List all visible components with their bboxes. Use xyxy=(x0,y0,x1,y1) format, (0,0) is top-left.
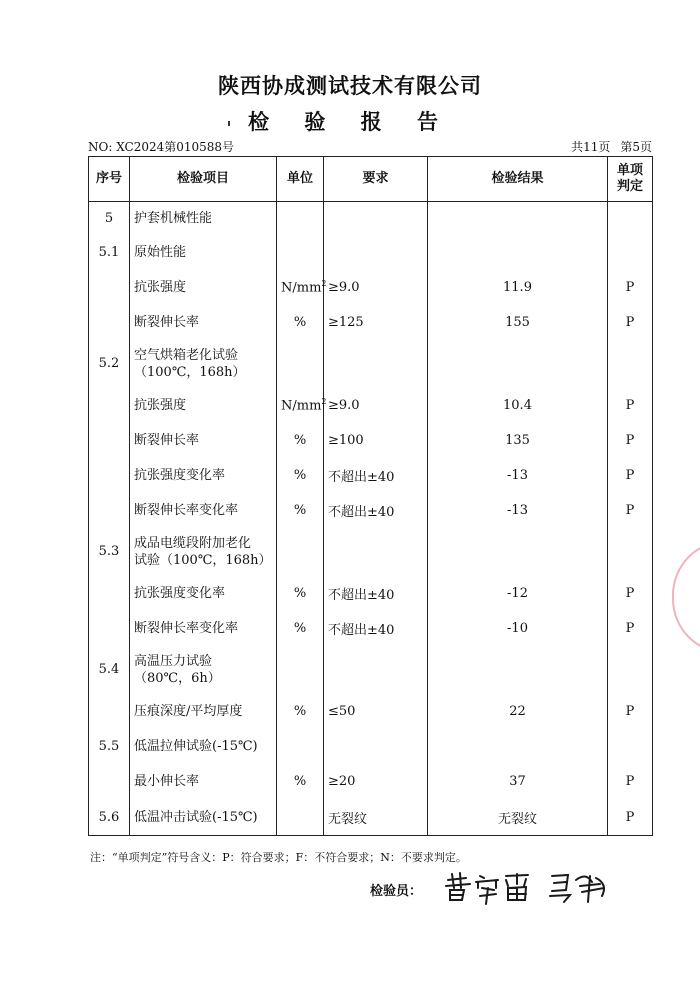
company-name: 陕西协成测试技术有限公司 xyxy=(218,73,482,98)
requirement: ≤50 xyxy=(324,694,428,730)
judgement: P xyxy=(608,424,653,458)
requirement xyxy=(324,202,428,236)
row-number xyxy=(89,576,130,612)
test-item xyxy=(130,612,277,646)
table-row xyxy=(89,730,653,764)
judgement: P xyxy=(608,764,653,800)
result: 无裂纹 xyxy=(428,800,608,836)
result: -13 xyxy=(428,494,608,528)
requirement xyxy=(324,646,428,694)
test-item xyxy=(130,576,277,612)
judgement: P xyxy=(608,306,653,340)
row-number xyxy=(89,458,130,494)
test-item-label: 低温拉伸试验(-15℃) xyxy=(134,739,258,754)
row-number xyxy=(89,306,130,340)
table-row xyxy=(89,388,653,424)
unit xyxy=(277,340,324,388)
test-item-label: 抗张强度变化率 xyxy=(134,468,226,483)
judgement xyxy=(608,236,653,270)
test-item-label: 压痕深度/平均厚度 xyxy=(134,704,243,719)
test-item-condition: 试验（100℃，168h） xyxy=(134,552,272,568)
unit xyxy=(277,646,324,694)
unit xyxy=(277,202,324,236)
test-item-label: 断裂伸长率 xyxy=(134,315,200,330)
requirement: ≥9.0 xyxy=(324,270,428,306)
page-info xyxy=(561,138,652,155)
inspector-signatures xyxy=(440,866,620,910)
judgement: P xyxy=(608,270,653,306)
row-number xyxy=(89,694,130,730)
row-number: 5.6 xyxy=(89,800,130,836)
result xyxy=(428,730,608,764)
table-row xyxy=(89,494,653,528)
row-number xyxy=(89,612,130,646)
inspector-label: 检验员： xyxy=(370,884,423,899)
test-item-condition: （100℃，168h） xyxy=(134,364,246,380)
row-number xyxy=(89,270,130,306)
requirement: 无裂纹 xyxy=(324,800,428,836)
footnote: 注：“单项判定”符号含义：P：符合要求；F：不符合要求；N：不要求判定。 xyxy=(90,851,467,864)
result xyxy=(428,528,608,576)
test-item xyxy=(130,694,277,730)
test-item-label: 最小伸长率 xyxy=(134,774,200,789)
table-row xyxy=(89,236,653,270)
requirement xyxy=(324,340,428,388)
unit: $N/mm^2$ xyxy=(277,388,324,424)
requirement: 不超出±40 xyxy=(324,494,428,528)
test-item xyxy=(130,800,277,836)
table-row xyxy=(89,612,653,646)
table-row xyxy=(89,270,653,306)
test-item-label: 空气烘箱老化试验 xyxy=(134,347,239,363)
test-item-label: 抗张强度 xyxy=(134,280,187,295)
unit-superscript: 2 xyxy=(321,279,327,289)
unit: % xyxy=(277,458,324,494)
unit: % xyxy=(277,764,324,800)
handwritten-signature xyxy=(440,866,620,906)
judgement: P xyxy=(608,800,653,836)
row-number xyxy=(89,764,130,800)
table-header-row xyxy=(89,157,653,202)
test-item xyxy=(130,306,277,340)
unit xyxy=(277,236,324,270)
row-number: 5.2 xyxy=(89,340,130,388)
unit: % xyxy=(277,424,324,458)
current-page: 第5页 xyxy=(620,140,652,154)
judgement xyxy=(608,646,653,694)
requirement: 不超出±40 xyxy=(324,612,428,646)
unit: % xyxy=(277,694,324,730)
unit xyxy=(277,730,324,764)
result xyxy=(428,646,608,694)
requirement xyxy=(324,730,428,764)
result: -13 xyxy=(428,458,608,494)
table-row xyxy=(89,306,653,340)
col-header-requirement: 要求 xyxy=(324,157,428,202)
requirement: 不超出±40 xyxy=(324,576,428,612)
test-item-label: 断裂伸长率 xyxy=(134,433,200,448)
result: 11.9 xyxy=(428,270,608,306)
test-item xyxy=(130,646,277,694)
test-item-label: 低温冲击试验(-15℃) xyxy=(134,809,258,825)
requirement xyxy=(324,236,428,270)
test-item-label: 抗张强度 xyxy=(134,398,187,413)
test-item xyxy=(130,764,277,800)
result xyxy=(428,202,608,236)
judgement xyxy=(608,528,653,576)
result: 10.4 xyxy=(428,388,608,424)
judgement: P xyxy=(608,694,653,730)
report-title: 检 验 报 告 xyxy=(248,109,452,134)
judgement xyxy=(608,730,653,764)
judgement: P xyxy=(608,576,653,612)
result: 135 xyxy=(428,424,608,458)
seal-stamp-edge xyxy=(672,540,700,654)
result: 155 xyxy=(428,306,608,340)
unit xyxy=(277,528,324,576)
row-number: 5.3 xyxy=(89,528,130,576)
test-item xyxy=(130,340,277,388)
judgement: P xyxy=(608,612,653,646)
report-meta xyxy=(88,138,652,156)
row-number: 5.5 xyxy=(89,730,130,764)
table-row xyxy=(89,646,653,694)
col-header-judgement: 单项判定 xyxy=(608,157,653,202)
unit: % xyxy=(277,306,324,340)
result: -12 xyxy=(428,576,608,612)
judgement: P xyxy=(608,458,653,494)
test-item xyxy=(130,236,277,270)
row-number xyxy=(89,388,130,424)
table-row xyxy=(89,800,653,836)
unit: % xyxy=(277,494,324,528)
test-item xyxy=(130,730,277,764)
test-item xyxy=(130,388,277,424)
unit: % xyxy=(277,576,324,612)
table-row xyxy=(89,202,653,236)
col-header-result: 检验结果 xyxy=(428,157,608,202)
row-number: 5 xyxy=(89,202,130,236)
test-item-label: 断裂伸长率变化率 xyxy=(134,503,239,518)
judgement xyxy=(608,202,653,236)
table-row xyxy=(89,340,653,388)
row-number: 5.4 xyxy=(89,646,130,694)
test-item xyxy=(130,270,277,306)
judgement: P xyxy=(608,494,653,528)
table-row xyxy=(89,458,653,494)
table-row xyxy=(89,424,653,458)
requirement xyxy=(324,528,428,576)
requirement: ≥9.0 xyxy=(324,388,428,424)
test-item-label: 高温压力试验 xyxy=(134,653,213,669)
col-header-no: 序号 xyxy=(89,157,130,202)
test-item-label: 断裂伸长率变化率 xyxy=(134,621,239,636)
test-item-label: 护套机械性能 xyxy=(134,211,213,227)
test-item-condition: （80℃，6h） xyxy=(134,670,221,686)
result xyxy=(428,236,608,270)
table-row xyxy=(89,576,653,612)
test-item xyxy=(130,424,277,458)
result: -10 xyxy=(428,612,608,646)
test-item xyxy=(130,528,277,576)
ink-mark xyxy=(228,121,230,126)
judgement xyxy=(608,340,653,388)
table-row xyxy=(89,764,653,800)
requirement: 不超出±40 xyxy=(324,458,428,494)
test-item-label: 抗张强度变化率 xyxy=(134,586,226,601)
result: 22 xyxy=(428,694,608,730)
row-number xyxy=(89,494,130,528)
result xyxy=(428,340,608,388)
requirement: ≥100 xyxy=(324,424,428,458)
table-row xyxy=(89,694,653,730)
test-item xyxy=(130,202,277,236)
col-header-unit: 单位 xyxy=(277,157,324,202)
unit: $N/mm^2$ xyxy=(277,270,324,306)
unit-superscript: 2 xyxy=(321,397,327,407)
inspection-table xyxy=(88,156,653,836)
requirement: ≥20 xyxy=(324,764,428,800)
total-pages: 共11页 xyxy=(571,140,611,154)
report-number: NO: XC2024第010588号 xyxy=(88,140,235,154)
unit xyxy=(277,800,324,836)
test-item xyxy=(130,494,277,528)
result: 37 xyxy=(428,764,608,800)
row-number xyxy=(89,424,130,458)
row-number: 5.1 xyxy=(89,236,130,270)
test-item xyxy=(130,458,277,494)
table-row xyxy=(89,528,653,576)
unit: % xyxy=(277,612,324,646)
test-item-label: 原始性能 xyxy=(134,245,187,260)
col-header-item: 检验项目 xyxy=(130,157,277,202)
requirement: ≥125 xyxy=(324,306,428,340)
test-item-label: 成品电缆段附加老化 xyxy=(134,535,252,551)
judgement: P xyxy=(608,388,653,424)
